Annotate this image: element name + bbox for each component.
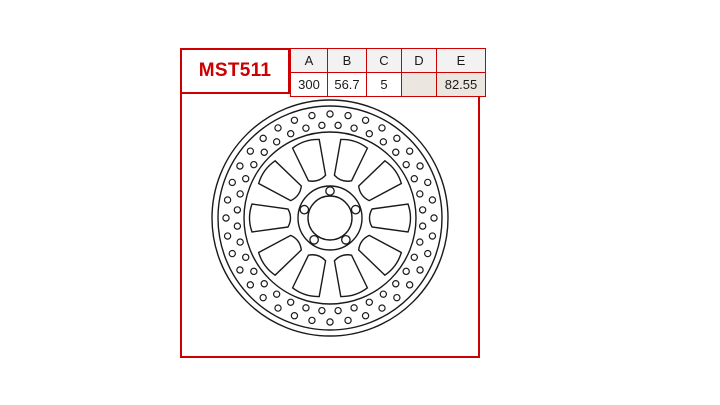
drill-hole (429, 233, 435, 239)
vane-slot (370, 204, 411, 232)
part-number-box (180, 48, 290, 94)
drill-hole (291, 313, 297, 319)
drill-hole (275, 125, 281, 131)
spec-value-d (402, 73, 437, 97)
drill-hole (274, 139, 280, 145)
drill-hole (234, 223, 240, 229)
drill-hole (380, 291, 386, 297)
drill-hole (379, 305, 385, 311)
drill-hole (247, 148, 253, 154)
drill-hole (407, 148, 413, 154)
drill-hole (237, 163, 243, 169)
drill-hole (309, 317, 315, 323)
drill-hole (224, 233, 230, 239)
drill-hole (275, 305, 281, 311)
drill-hole (411, 254, 417, 260)
drill-hole (327, 319, 333, 325)
drill-hole (403, 268, 409, 274)
drill-hole (345, 317, 351, 323)
bolt-hole (342, 236, 350, 244)
drill-hole (247, 282, 253, 288)
drill-hole (261, 149, 267, 155)
spec-table-header-row (291, 49, 486, 73)
part-number-label: MST511 (198, 60, 272, 81)
vane-slot (334, 255, 367, 297)
drill-hole (403, 162, 409, 168)
drill-hole (303, 305, 309, 311)
spec-header-c: C (367, 49, 402, 73)
drill-hole (237, 267, 243, 273)
drill-hole (380, 139, 386, 145)
drill-hole (362, 313, 368, 319)
spec-value-e: 82.55 (437, 73, 486, 97)
drill-hole (237, 239, 243, 245)
spec-value-a: 300 (291, 73, 328, 97)
spec-header-b: B (328, 49, 367, 73)
drill-hole (261, 281, 267, 287)
drill-hole (229, 250, 235, 256)
drill-hole (288, 299, 294, 305)
vane-slot (359, 235, 402, 275)
spec-table (290, 48, 486, 97)
drill-hole (234, 207, 240, 213)
drill-hole (309, 112, 315, 118)
spec-table-values-row (291, 73, 486, 97)
vane-slot (293, 255, 326, 297)
drill-hole (327, 111, 333, 117)
drill-hole (417, 267, 423, 273)
drill-hole (237, 191, 243, 197)
drill-hole (417, 191, 423, 197)
drill-hole (411, 176, 417, 182)
drill-hole (431, 215, 437, 221)
spec-header-a: A (291, 49, 328, 73)
drill-hole (351, 125, 357, 131)
drill-hole (425, 250, 431, 256)
drill-hole (393, 149, 399, 155)
drill-hole (291, 117, 297, 123)
drill-hole (407, 282, 413, 288)
drill-hole (366, 131, 372, 137)
drill-hole (229, 179, 235, 185)
spec-header-e: E (437, 49, 486, 73)
drill-hole (288, 131, 294, 137)
vane-slot (259, 161, 302, 201)
drill-hole (393, 281, 399, 287)
disc-outer-edge (212, 100, 448, 336)
drill-hole (224, 197, 230, 203)
drill-hole (243, 176, 249, 182)
drill-hole (351, 305, 357, 311)
drill-hole (274, 291, 280, 297)
brake-disc-svg (186, 96, 474, 352)
drill-hole (319, 122, 325, 128)
vane-slot (250, 204, 291, 232)
drill-hole (366, 299, 372, 305)
bolt-holes (300, 187, 360, 244)
drill-hole (420, 223, 426, 229)
brake-disc-illustration (186, 96, 474, 352)
bolt-hole (300, 205, 308, 213)
drill-hole (379, 125, 385, 131)
vane-slot (293, 139, 326, 181)
spec-value-b: 56.7 (328, 73, 367, 97)
drill-hole (251, 268, 257, 274)
drill-hole (417, 163, 423, 169)
bolt-hole (351, 205, 359, 213)
drill-hole (223, 215, 229, 221)
drill-hole (251, 162, 257, 168)
drill-hole (335, 122, 341, 128)
hub-bore (308, 196, 352, 240)
vane-slot (259, 235, 302, 275)
drill-hole (425, 179, 431, 185)
drill-hole (319, 308, 325, 314)
drill-hole (243, 254, 249, 260)
drill-hole (417, 239, 423, 245)
spec-header-d: D (402, 49, 437, 73)
drill-hole (260, 295, 266, 301)
spec-value-c: 5 (367, 73, 402, 97)
drill-hole (260, 135, 266, 141)
drill-hole (335, 308, 341, 314)
vane-slot (359, 161, 402, 201)
drill-hole (303, 125, 309, 131)
vane-slots (250, 139, 411, 296)
drill-hole (345, 112, 351, 118)
bolt-hole (326, 187, 334, 195)
vane-slot (334, 139, 367, 181)
drill-hole (420, 207, 426, 213)
bolt-hole (310, 236, 318, 244)
drill-hole (394, 295, 400, 301)
drill-hole (394, 135, 400, 141)
drill-hole (429, 197, 435, 203)
drill-hole (362, 117, 368, 123)
